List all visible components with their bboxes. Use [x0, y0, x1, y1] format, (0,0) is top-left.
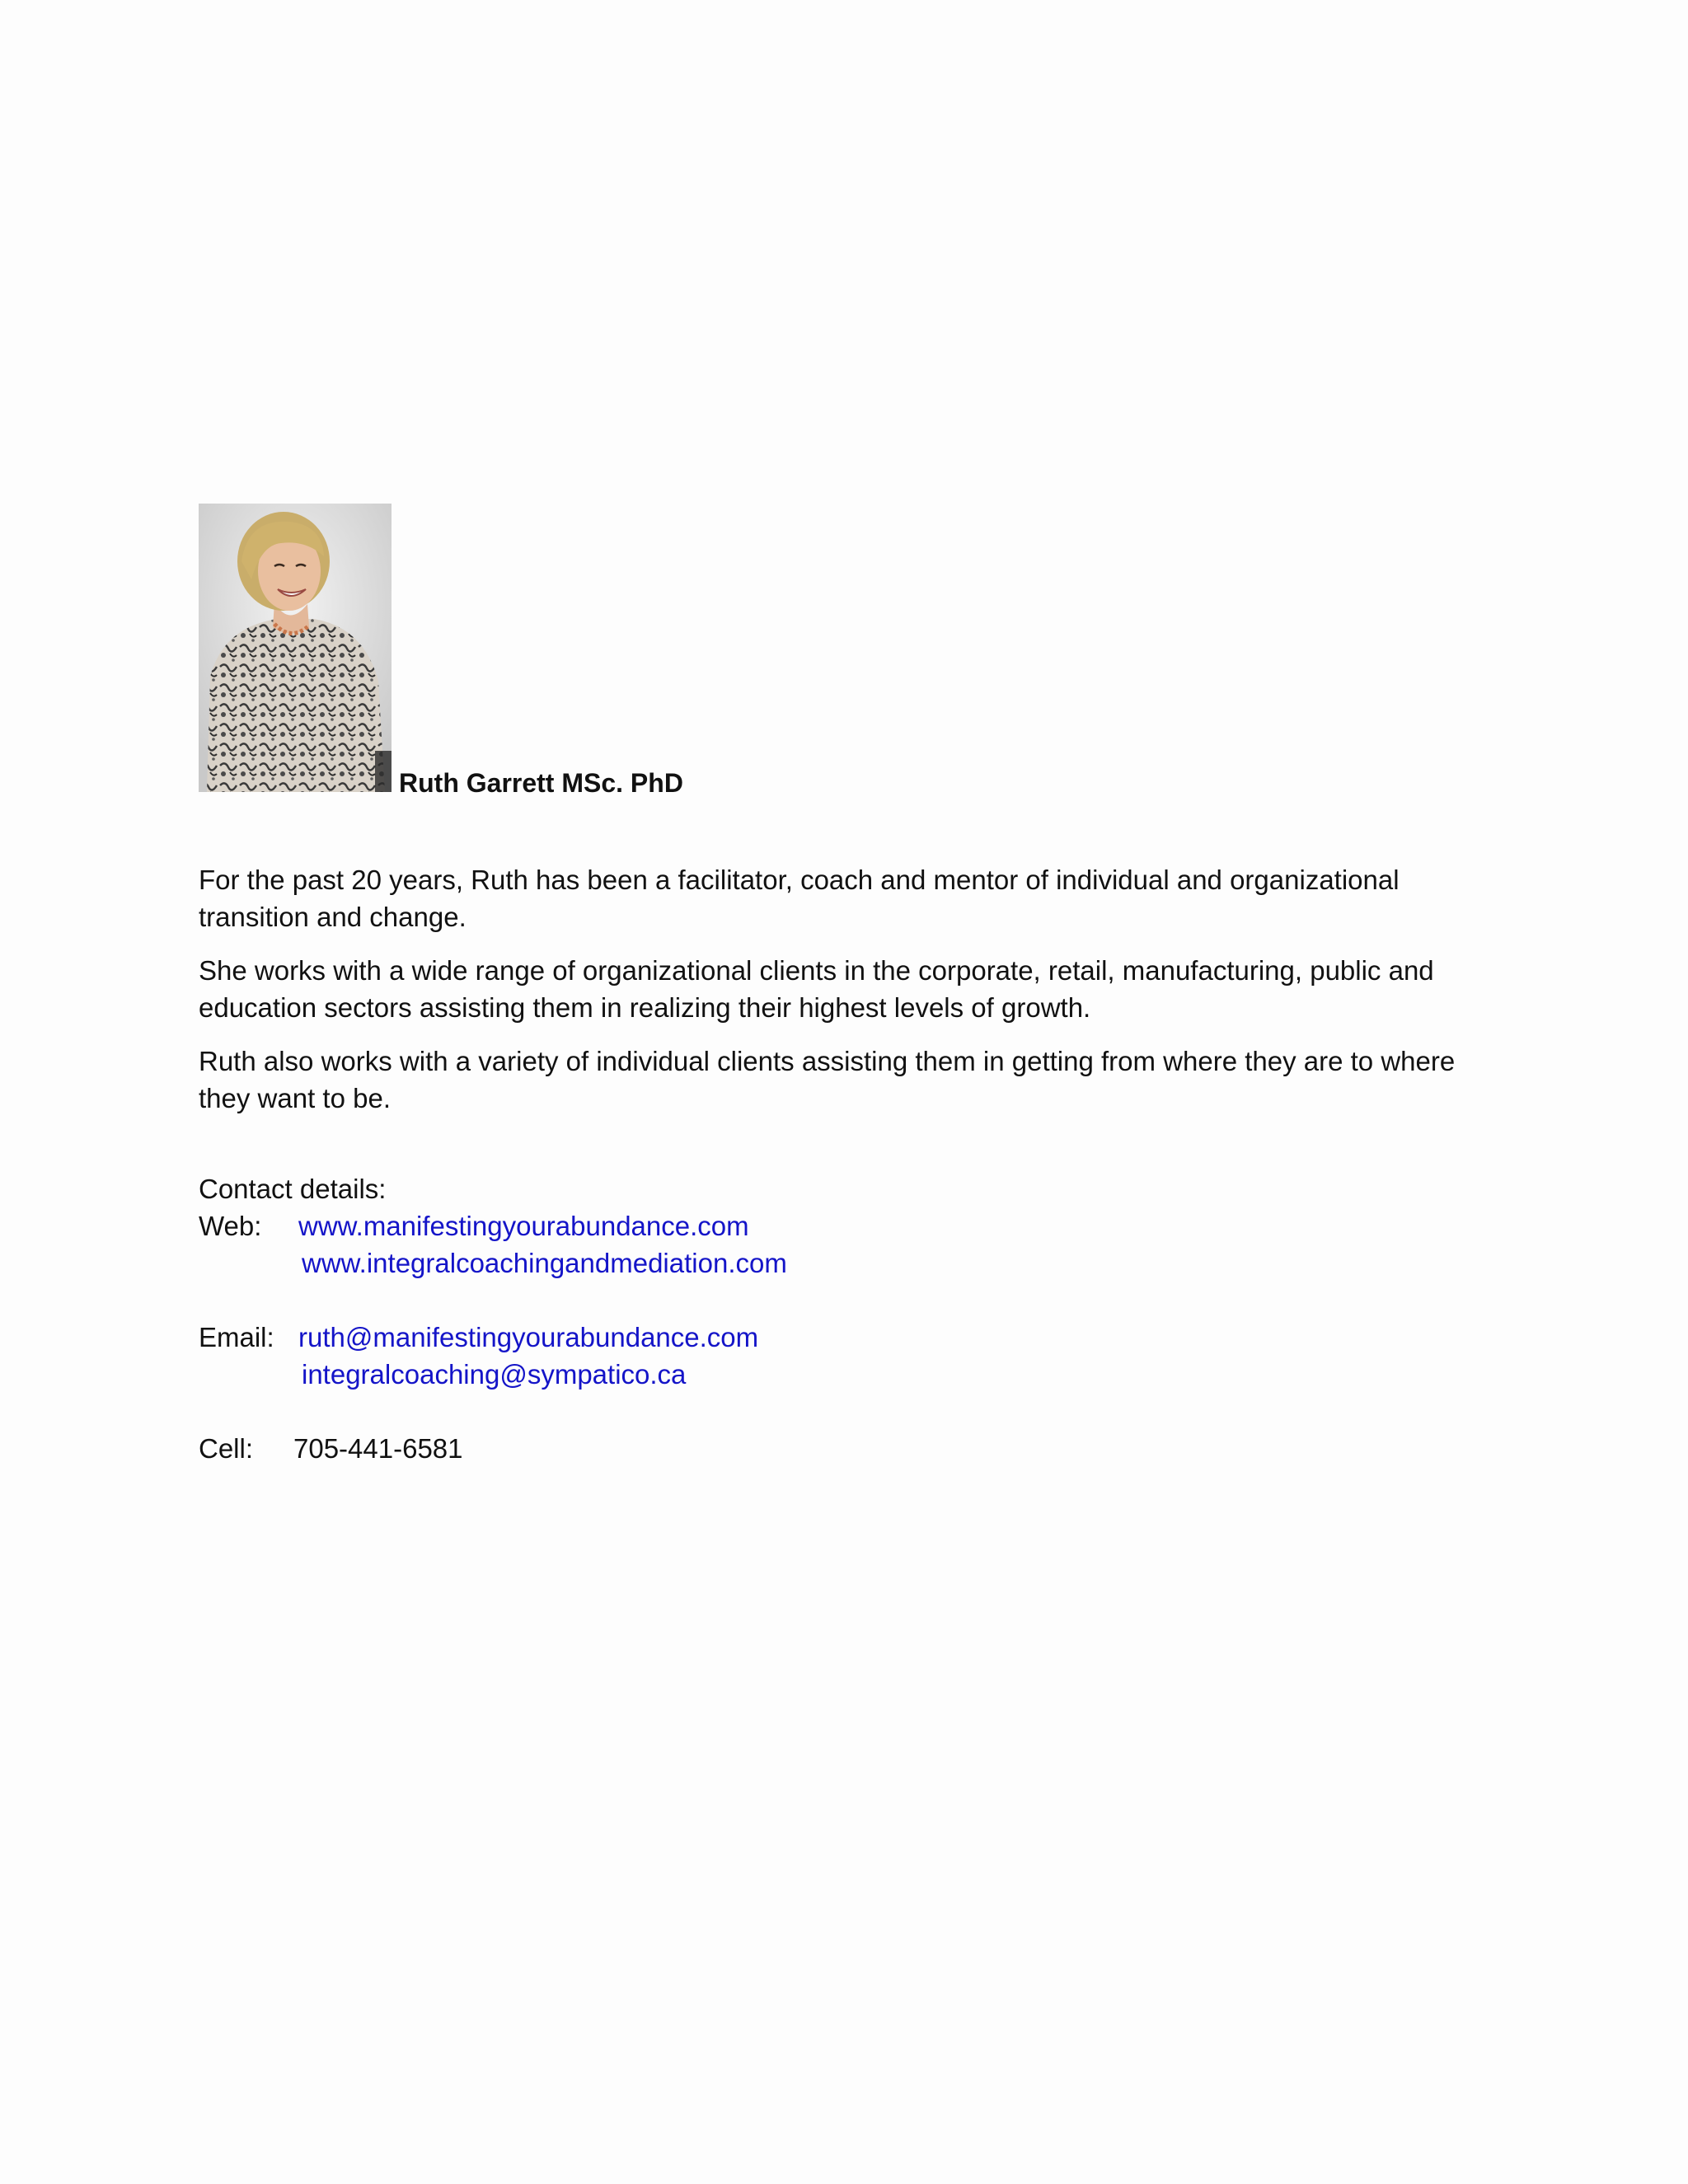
web-label: Web: — [199, 1211, 262, 1241]
cell-number: 705-441-6581 — [293, 1433, 463, 1464]
profile-photo — [199, 504, 392, 792]
bio-paragraph-1: For the past 20 years, Ruth has been a facilitator, coach and mentor of individual and organizational transition and change. — [199, 865, 1400, 932]
email-label: Email: — [199, 1322, 274, 1352]
bio-paragraph-3: Ruth also works with a variety of individual clients assisting them in getting from where they are to where they want to be. — [199, 1046, 1456, 1113]
web-link-manifesting[interactable]: www.manifestingyourabundance.com — [298, 1211, 749, 1241]
email-link-ruth[interactable]: ruth@manifestingyourabundance.com — [298, 1322, 759, 1352]
email-link-integral[interactable]: integralcoaching@sympatico.ca — [302, 1359, 687, 1390]
bio-paragraph-2: She works with a wide range of organizational clients in the corporate, retail, manufacturing, public and education sectors assisting them in realizing their highest levels of growth. — [199, 955, 1434, 1023]
web-link-integral[interactable]: www.integralcoachingandmediation.com — [302, 1248, 787, 1278]
contact-heading: Contact details: — [199, 1174, 387, 1204]
cell-label: Cell: — [199, 1433, 254, 1464]
person-name: Ruth Garrett MSc. PhD — [399, 768, 683, 798]
